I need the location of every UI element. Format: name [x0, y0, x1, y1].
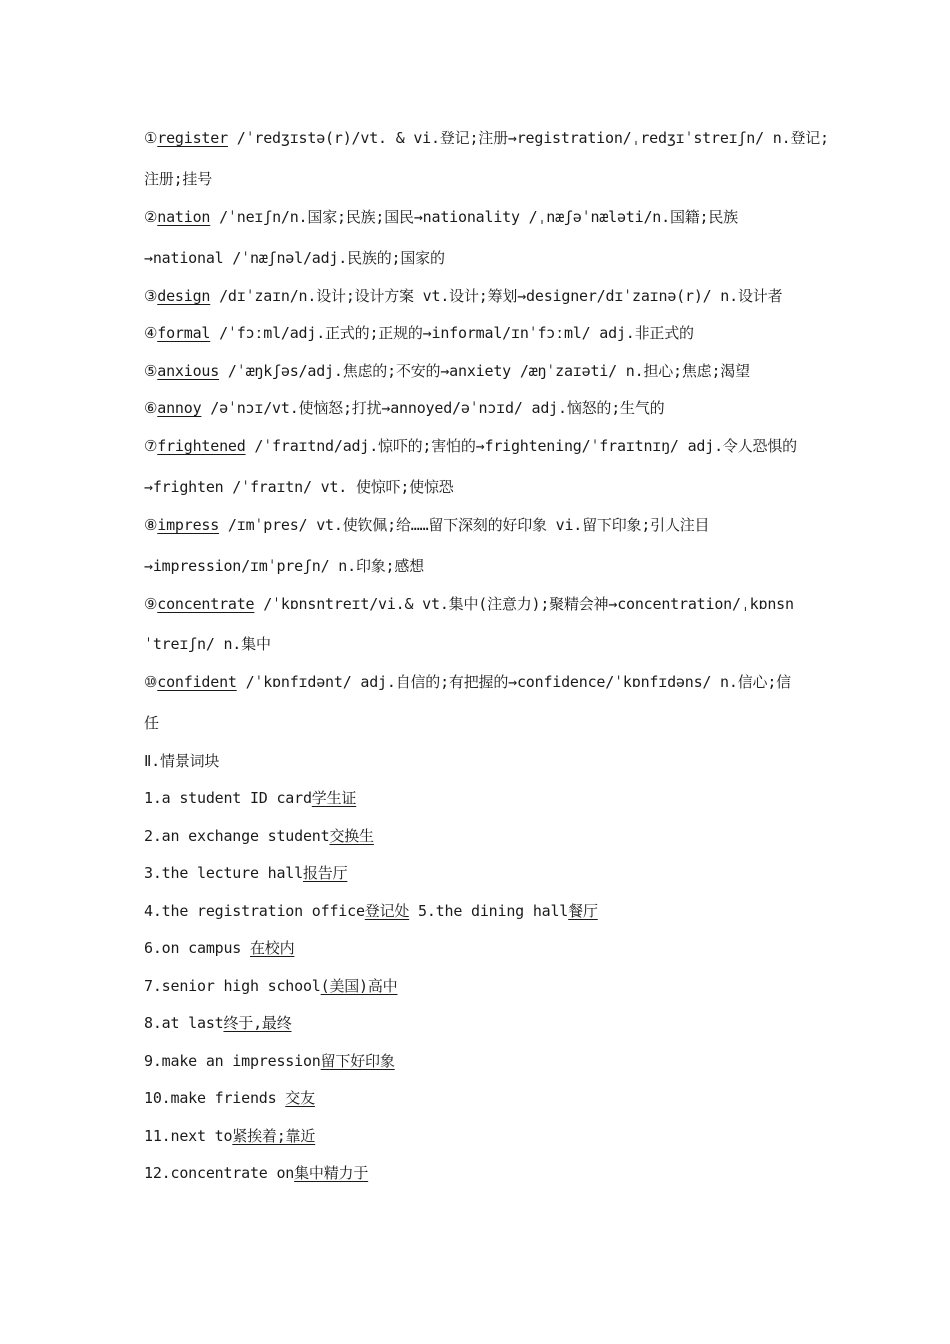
entry-definition: /ˈredʒɪstə(r)/vt. & vi.登记;注册→registration/ˌredʒɪˈstreɪʃn/ n.登记; — [227, 129, 829, 147]
entry-definition: /ˈfɔːml/adj.正式的;正规的→informal/ɪnˈfɔːml/ adj.非正式的 — [210, 324, 694, 342]
vocab-word: design — [157, 287, 211, 305]
vocab-entry-impress — [144, 515, 824, 535]
entry-definition: /ˈæŋkʃəs/adj.焦虑的;不安的→anxiety /æŋˈzaɪəti/ n.担心;焦虑;渴望 — [219, 362, 750, 380]
entry-definition: /ɪmˈpres/ vt.使钦佩;给……留下深刻的好印象 vi.留下印象;引人注目 — [219, 516, 710, 534]
phrase-item — [144, 1126, 824, 1146]
vocab-word: annoy — [157, 399, 202, 417]
phrase-item — [144, 1088, 824, 1108]
phrase-answer: 交换生 — [329, 827, 374, 845]
vocab-entry-continuation — [144, 477, 824, 497]
entry-number: ② — [144, 208, 158, 226]
entry-definition: 任 — [144, 714, 159, 732]
phrase-answer: 集中精力于 — [294, 1164, 369, 1182]
phrase-item — [144, 938, 824, 958]
entry-definition: ˈtreɪʃn/ n.集中 — [144, 635, 271, 653]
entry-number: ④ — [144, 324, 158, 342]
phrase-answer: 交友 — [285, 1089, 315, 1107]
phrase-item — [144, 1163, 824, 1183]
entry-number: ③ — [144, 287, 158, 305]
phrase-item — [144, 863, 824, 883]
vocab-word: register — [157, 129, 228, 147]
vocab-entry-confident — [144, 672, 824, 692]
entry-definition: →impression/ɪmˈpreʃn/ n.印象;感想 — [144, 557, 424, 575]
vocab-entry-continuation — [144, 556, 824, 576]
phrase-answer: 终于,最终 — [223, 1014, 292, 1032]
vocab-entry-design — [144, 286, 824, 306]
entry-number: ⑤ — [144, 362, 158, 380]
entry-number: ⑦ — [144, 437, 158, 455]
entry-definition: /ˈkɒnfɪdənt/ adj.自信的;有把握的→confidence/ˈkɒnfɪdəns/ n.信心;信 — [236, 673, 791, 691]
vocab-word: confident — [157, 673, 237, 691]
vocab-entry-concentrate — [144, 594, 824, 614]
vocab-entry-formal — [144, 323, 824, 343]
entry-definition: →frighten /ˈfraɪtn/ vt. 使惊吓;使惊恐 — [144, 478, 454, 496]
vocab-entry-nation — [144, 207, 824, 227]
entry-definition: /ˈfraɪtnd/adj.惊吓的;害怕的→frightening/ˈfraɪtnɪŋ/ adj.令人恐惧的 — [245, 437, 797, 455]
phrase-answer: (美国)高中 — [320, 977, 398, 995]
phrase-item — [144, 826, 824, 846]
phrase-prefix: 4.the registration office — [144, 902, 365, 920]
phrase-prefix: 11.next to — [144, 1127, 233, 1145]
phrase-prefix: 12.concentrate on — [144, 1164, 295, 1182]
vocab-entry-continuation — [144, 248, 824, 268]
entry-definition: /əˈnɔɪ/vt.使恼怒;打扰→annoyed/əˈnɔɪd/ adj.恼怒的;生气的 — [201, 399, 665, 417]
vocab-word: anxious — [157, 362, 220, 380]
vocab-entry-continuation — [144, 169, 824, 189]
vocab-word: impress — [157, 516, 220, 534]
vocab-entry-continuation — [144, 634, 824, 654]
vocab-entry-register — [144, 128, 829, 148]
phrase-prefix: 7.senior high school — [144, 977, 321, 995]
phrase-prefix: 6.on campus — [144, 939, 250, 957]
vocab-entry-frightened — [144, 436, 824, 456]
phrase-item — [144, 788, 824, 808]
phrase-answer: 紧挨着;靠近 — [232, 1127, 316, 1145]
entry-definition: →national /ˈnæʃnəl/adj.民族的;国家的 — [144, 249, 445, 267]
entry-definition: /dɪˈzaɪn/n.设计;设计方案 vt.设计;筹划→designer/dɪˈzaɪnə(r)/ n.设计者 — [210, 287, 783, 305]
phrase-item — [144, 1051, 824, 1071]
entry-number: ⑥ — [144, 399, 158, 417]
entry-definition: /ˈneɪʃn/n.国家;民族;国民→nationality /ˌnæʃəˈnæləti/n.国籍;民族 — [210, 208, 738, 226]
entry-definition: 注册;挂号 — [144, 170, 213, 188]
vocab-entry-continuation — [144, 713, 824, 733]
phrase-answer: 留下好印象 — [320, 1052, 395, 1070]
phrase-prefix: 9.make an impression — [144, 1052, 321, 1070]
vocab-entry-anxious — [144, 361, 824, 381]
phrase-prefix: 5.the dining hall — [409, 902, 569, 920]
vocab-word: nation — [157, 208, 211, 226]
phrase-answer: 在校内 — [249, 939, 295, 957]
entry-number: ⑩ — [144, 673, 158, 691]
phrase-item — [144, 976, 824, 996]
phrase-prefix: 2.an exchange student — [144, 827, 330, 845]
vocab-word: frightened — [157, 437, 246, 455]
phrase-answer: 餐厅 — [568, 902, 598, 920]
phrase-prefix: 10.make friends — [144, 1089, 286, 1107]
section-title: Ⅱ.情景词块 — [144, 752, 220, 770]
phrase-prefix: 3.the lecture hall — [144, 864, 303, 882]
phrase-answer: 报告厅 — [302, 864, 348, 882]
phrase-item — [144, 1013, 824, 1033]
vocab-entry-annoy — [144, 398, 824, 418]
entry-number: ⑧ — [144, 516, 158, 534]
vocab-word: formal — [157, 324, 211, 342]
entry-number: ① — [144, 129, 158, 147]
phrase-answer: 登记处 — [364, 902, 410, 920]
phrase-item — [144, 901, 824, 921]
phrase-prefix: 8.at last — [144, 1014, 224, 1032]
vocab-word: concentrate — [157, 595, 255, 613]
entry-number: ⑨ — [144, 595, 158, 613]
entry-definition: /ˈkɒnsntreɪt/vi.& vt.集中(注意力);聚精会神→concentration/ˌkɒnsn — [254, 595, 794, 613]
phrase-answer: 学生证 — [311, 789, 357, 807]
phrase-prefix: 1.a student ID card — [144, 789, 312, 807]
